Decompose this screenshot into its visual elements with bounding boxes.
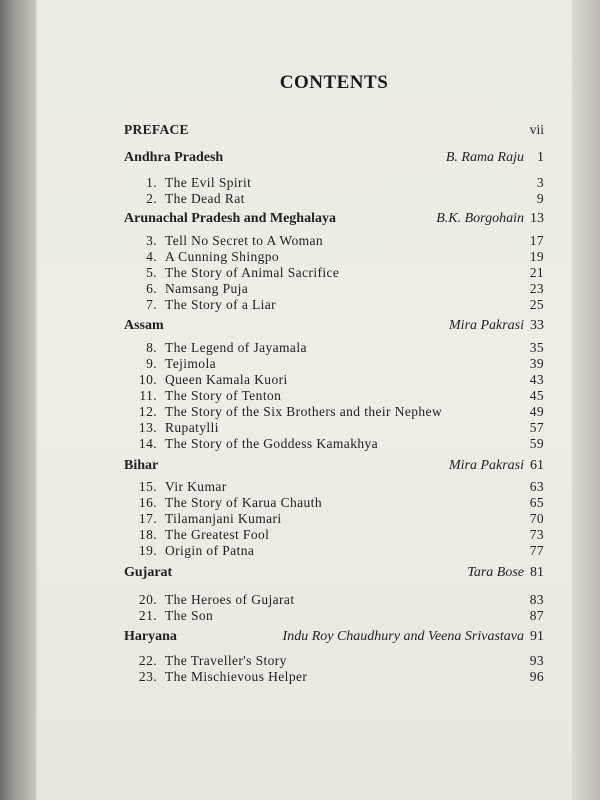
story-entry xyxy=(124,479,544,495)
story-number: 20. xyxy=(138,592,157,607)
story-number: 3. xyxy=(146,233,157,248)
story-number: 14. xyxy=(138,436,157,451)
story-page: 23 xyxy=(529,281,544,296)
preface-row xyxy=(124,122,544,138)
story-number: 13. xyxy=(138,420,157,435)
story-title: The Heroes of Gujarat xyxy=(165,592,295,607)
story-number: 22. xyxy=(138,653,157,668)
story-entry xyxy=(124,527,544,543)
story-page: 59 xyxy=(529,436,544,451)
story-title: Origin of Patna xyxy=(165,543,255,558)
page-edge xyxy=(572,0,600,800)
story-entry xyxy=(124,249,544,265)
story-number: 11. xyxy=(139,388,157,403)
story-page: 83 xyxy=(529,592,544,607)
section-title: Assam xyxy=(124,318,164,333)
section-author: B. Rama Raju xyxy=(445,150,524,165)
story-title: The Story of Tenton xyxy=(165,388,282,403)
story-entry xyxy=(124,388,544,404)
story-number: 5. xyxy=(146,265,157,280)
story-entry xyxy=(124,191,544,207)
story-title: The Story of a Liar xyxy=(165,297,277,312)
story-number: 12. xyxy=(138,404,157,419)
story-title: Queen Kamala Kuori xyxy=(165,372,288,387)
story-page: 39 xyxy=(529,356,544,371)
section-title: Haryana xyxy=(124,629,177,644)
preface-label: PREFACE xyxy=(124,122,189,137)
section-title: Andhra Pradesh xyxy=(124,150,224,165)
story-entry xyxy=(124,297,544,313)
story-entry xyxy=(124,543,544,559)
story-entry xyxy=(124,233,544,249)
page-title: CONTENTS xyxy=(279,72,389,93)
section-title: Gujarat xyxy=(124,565,173,580)
story-number: 23. xyxy=(138,669,157,684)
section-page: 91 xyxy=(530,629,544,644)
story-number: 1. xyxy=(146,175,157,190)
contents-page xyxy=(38,0,572,800)
story-page: 93 xyxy=(529,653,544,668)
section-page: 61 xyxy=(530,458,544,473)
story-page: 63 xyxy=(529,479,544,494)
section-title: Bihar xyxy=(124,458,159,473)
story-page: 21 xyxy=(529,265,544,280)
story-entry xyxy=(124,356,544,372)
story-entry xyxy=(124,175,544,191)
section-page: 13 xyxy=(530,211,544,226)
story-title: The Dead Rat xyxy=(165,191,245,206)
story-entry xyxy=(124,653,544,669)
story-entry xyxy=(124,420,544,436)
story-page: 87 xyxy=(529,608,544,623)
story-entry xyxy=(124,265,544,281)
story-page: 19 xyxy=(529,249,544,264)
story-number: 4. xyxy=(146,249,157,264)
story-title: The Mischievous Helper xyxy=(165,669,308,684)
story-title: The Evil Spirit xyxy=(165,175,252,190)
story-number: 2. xyxy=(146,191,157,206)
section-author: Mira Pakrasi xyxy=(448,458,524,473)
section-heading xyxy=(124,211,544,227)
story-page: 73 xyxy=(529,527,544,542)
story-number: 15. xyxy=(138,479,157,494)
story-title: Tell No Secret to A Woman xyxy=(165,233,324,248)
section-author: Tara Bose xyxy=(467,565,524,580)
story-entry xyxy=(124,608,544,624)
story-number: 9. xyxy=(146,356,157,371)
story-page: 96 xyxy=(529,669,544,684)
story-page: 9 xyxy=(536,191,544,206)
story-title: Tejimola xyxy=(165,356,216,371)
story-title: Tilamanjani Kumari xyxy=(165,511,282,526)
section-heading xyxy=(124,629,544,645)
story-page: 25 xyxy=(529,297,544,312)
story-entry xyxy=(124,404,544,420)
story-title: A Cunning Shingpo xyxy=(165,249,280,264)
story-title: Vir Kumar xyxy=(165,479,227,494)
story-title: The Story of Karua Chauth xyxy=(165,495,322,510)
story-number: 17. xyxy=(138,511,157,526)
section-author: Mira Pakrasi xyxy=(448,318,524,333)
section-heading xyxy=(124,150,544,166)
story-entry xyxy=(124,372,544,388)
story-page: 3 xyxy=(536,175,544,190)
spine-shadow xyxy=(0,0,36,800)
section-page: 81 xyxy=(530,565,544,580)
section-heading xyxy=(124,318,544,334)
story-page: 49 xyxy=(529,404,544,419)
story-title: The Story of the Goddess Kamakhya xyxy=(165,436,379,451)
section-page: 33 xyxy=(530,318,544,333)
story-number: 6. xyxy=(146,281,157,296)
story-title: Rupatylli xyxy=(165,420,219,435)
story-title: Namsang Puja xyxy=(165,281,249,296)
story-number: 8. xyxy=(146,340,157,355)
story-number: 19. xyxy=(138,543,157,558)
story-page: 65 xyxy=(529,495,544,510)
story-number: 10. xyxy=(138,372,157,387)
section-heading xyxy=(124,565,544,581)
story-title: The Son xyxy=(165,608,214,623)
story-title: The Greatest Fool xyxy=(165,527,270,542)
story-page: 17 xyxy=(529,233,544,248)
story-page: 70 xyxy=(529,511,544,526)
story-number: 18. xyxy=(138,527,157,542)
section-heading xyxy=(124,458,544,474)
preface-page: vii xyxy=(529,122,544,137)
story-page: 77 xyxy=(529,543,544,558)
story-entry xyxy=(124,495,544,511)
story-entry xyxy=(124,340,544,356)
story-number: 7. xyxy=(146,297,157,312)
story-entry xyxy=(124,592,544,608)
story-page: 57 xyxy=(529,420,544,435)
section-author: Indu Roy Chaudhury and Veena Srivastava xyxy=(282,629,524,644)
story-entry xyxy=(124,669,544,685)
story-number: 16. xyxy=(138,495,157,510)
story-title: The Traveller's Story xyxy=(165,653,287,668)
story-entry xyxy=(124,436,544,452)
story-title: The Story of Animal Sacrifice xyxy=(165,265,340,280)
story-entry xyxy=(124,511,544,527)
story-page: 43 xyxy=(529,372,544,387)
story-page: 35 xyxy=(529,340,544,355)
story-page: 45 xyxy=(529,388,544,403)
section-title: Arunachal Pradesh and Meghalaya xyxy=(124,211,336,226)
section-page: 1 xyxy=(537,150,544,165)
section-author: B.K. Borgohain xyxy=(436,211,524,226)
story-title: The Legend of Jayamala xyxy=(165,340,307,355)
story-number: 21. xyxy=(138,608,157,623)
story-title: The Story of the Six Brothers and their Nephew xyxy=(165,404,443,419)
story-entry xyxy=(124,281,544,297)
